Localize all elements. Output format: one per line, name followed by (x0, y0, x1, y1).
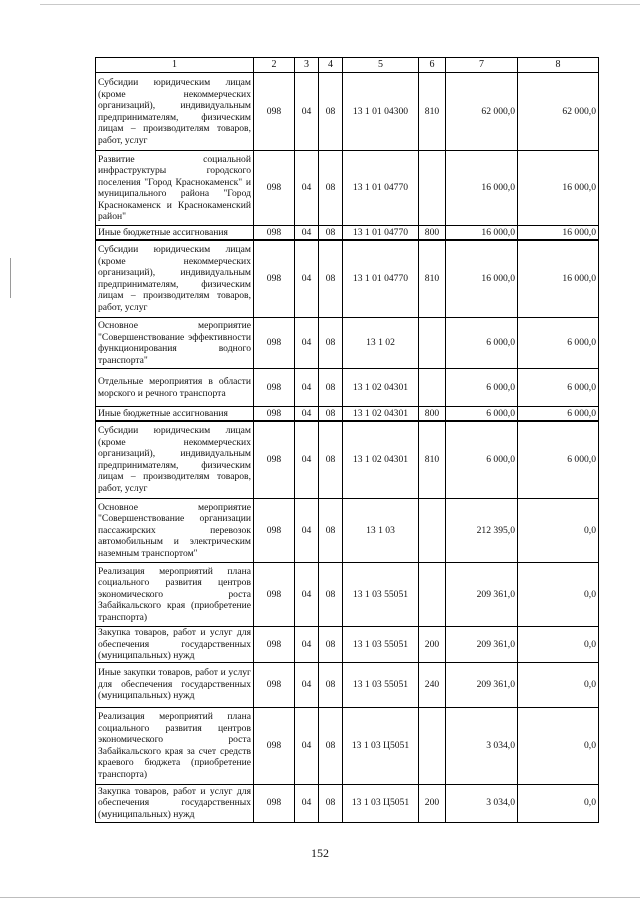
row-code: 098 (254, 240, 295, 318)
row-expense-type: 240 (419, 662, 446, 707)
row-section: 04 (295, 369, 319, 407)
row-code: 098 (254, 784, 295, 822)
row-sum-year-2: 0,0 (518, 627, 599, 663)
row-sum-year-1: 6 000,0 (446, 318, 518, 369)
row-subsection: 08 (319, 407, 343, 421)
row-sum-year-2: 6 000,0 (518, 407, 599, 421)
row-name: Закупка товаров, работ и услуг для обеспечения государственных (муниципальных) нужд (96, 784, 254, 822)
row-expense-type: 810 (419, 240, 446, 318)
row-section: 04 (295, 421, 319, 499)
table-row (96, 421, 599, 499)
page-number: 152 (311, 846, 329, 860)
row-expense-type (419, 499, 446, 563)
row-code: 098 (254, 318, 295, 369)
row-subsection: 08 (319, 499, 343, 563)
row-code: 098 (254, 662, 295, 707)
row-sum-year-2: 0,0 (518, 563, 599, 627)
row-name: Закупка товаров, работ и услуг для обеспечения государственных (муниципальных) нужд (96, 627, 254, 663)
row-sum-year-1: 62 000,0 (446, 73, 518, 151)
row-name: Основное мероприятие "Совершенствование эффективности функционирования водного транспорта" (96, 318, 254, 369)
scan-top-edge (40, 4, 640, 5)
row-target-code: 13 1 02 04301 (343, 407, 419, 421)
col-header-2: 2 (254, 58, 295, 73)
row-target-code: 13 1 03 Ц5051 (343, 784, 419, 822)
row-target-code: 13 1 02 04301 (343, 369, 419, 407)
table-row (96, 784, 599, 822)
row-subsection: 08 (319, 369, 343, 407)
row-sum-year-1: 6 000,0 (446, 421, 518, 499)
table-row (96, 662, 599, 707)
row-code: 098 (254, 73, 295, 151)
row-code: 098 (254, 151, 295, 226)
row-sum-year-2: 6 000,0 (518, 421, 599, 499)
row-subsection: 08 (319, 240, 343, 318)
row-expense-type (419, 707, 446, 784)
row-subsection: 08 (319, 662, 343, 707)
table-row (96, 627, 599, 663)
row-section: 04 (295, 73, 319, 151)
row-sum-year-2: 0,0 (518, 784, 599, 822)
row-expense-type: 810 (419, 73, 446, 151)
row-target-code: 13 1 01 04770 (343, 151, 419, 226)
row-code: 098 (254, 369, 295, 407)
row-name: Иные бюджетные ассигнования (96, 407, 254, 421)
row-name: Реализация мероприятий плана социального развития центров экономического роста Забайкальского края за счет средств краевого бюджета (приобретение транспорта) (96, 707, 254, 784)
table-row (96, 73, 599, 151)
row-section: 04 (295, 240, 319, 318)
row-target-code: 13 1 03 55051 (343, 563, 419, 627)
row-section: 04 (295, 707, 319, 784)
row-code: 098 (254, 563, 295, 627)
row-subsection: 08 (319, 707, 343, 784)
row-target-code: 13 1 03 (343, 499, 419, 563)
row-code: 098 (254, 226, 295, 240)
row-expense-type: 200 (419, 784, 446, 822)
row-sum-year-1: 209 361,0 (446, 627, 518, 663)
row-name: Субсидии юридическим лицам (кроме некоммерческих организаций), индивидуальным предпринимателям, физическим лицам – производителям товаров, работ, услуг (96, 240, 254, 318)
scan-bottom-edge (0, 897, 640, 898)
budget-table (95, 57, 599, 823)
row-name: Отдельные мероприятия в области морского и речного транспорта (96, 369, 254, 407)
row-name: Реализация мероприятий плана социального развития центров экономического роста Забайкальского края (приобретение транспорта) (96, 563, 254, 627)
col-header-6: 6 (419, 58, 446, 73)
row-sum-year-2: 0,0 (518, 662, 599, 707)
row-sum-year-2: 0,0 (518, 707, 599, 784)
row-target-code: 13 1 01 04770 (343, 226, 419, 240)
row-section: 04 (295, 151, 319, 226)
row-section: 04 (295, 627, 319, 663)
row-subsection: 08 (319, 151, 343, 226)
row-section: 04 (295, 662, 319, 707)
row-code: 098 (254, 627, 295, 663)
col-header-3: 3 (295, 58, 319, 73)
scan-margin-mark (10, 258, 11, 298)
row-subsection: 08 (319, 73, 343, 151)
row-sum-year-2: 6 000,0 (518, 369, 599, 407)
row-name: Иные закупки товаров, работ и услуг для обеспечения государственных (муниципальных) нужд (96, 662, 254, 707)
row-sum-year-2: 6 000,0 (518, 318, 599, 369)
row-subsection: 08 (319, 627, 343, 663)
row-name: Субсидии юридическим лицам (кроме некоммерческих организаций), индивидуальным предпринимателям, физическим лицам – производителям товаров, работ, услуг (96, 73, 254, 151)
table-row (96, 563, 599, 627)
row-target-code: 13 1 03 Ц5051 (343, 707, 419, 784)
row-sum-year-1: 3 034,0 (446, 707, 518, 784)
table-row (96, 369, 599, 407)
table-row (96, 318, 599, 369)
row-section: 04 (295, 563, 319, 627)
row-sum-year-1: 6 000,0 (446, 407, 518, 421)
row-sum-year-2: 16 000,0 (518, 151, 599, 226)
col-header-5: 5 (343, 58, 419, 73)
row-section: 04 (295, 784, 319, 822)
row-sum-year-1: 209 361,0 (446, 662, 518, 707)
row-sum-year-1: 16 000,0 (446, 240, 518, 318)
row-sum-year-1: 6 000,0 (446, 369, 518, 407)
row-sum-year-1: 209 361,0 (446, 563, 518, 627)
row-name: Иные бюджетные ассигнования (96, 226, 254, 240)
table-row (96, 707, 599, 784)
table-row (96, 407, 599, 421)
row-target-code: 13 1 02 04301 (343, 421, 419, 499)
table-row (96, 151, 599, 226)
row-target-code: 13 1 01 04300 (343, 73, 419, 151)
row-sum-year-2: 16 000,0 (518, 240, 599, 318)
row-sum-year-2: 16 000,0 (518, 226, 599, 240)
col-header-7: 7 (446, 58, 518, 73)
row-subsection: 08 (319, 784, 343, 822)
row-expense-type (419, 369, 446, 407)
row-expense-type: 800 (419, 226, 446, 240)
table-row (96, 499, 599, 563)
row-code: 098 (254, 707, 295, 784)
row-section: 04 (295, 226, 319, 240)
header-row (96, 58, 599, 73)
row-sum-year-1: 3 034,0 (446, 784, 518, 822)
row-target-code: 13 1 03 55051 (343, 662, 419, 707)
row-code: 098 (254, 421, 295, 499)
row-subsection: 08 (319, 226, 343, 240)
row-expense-type: 810 (419, 421, 446, 499)
row-section: 04 (295, 407, 319, 421)
row-name: Основное мероприятие "Совершенствование организации пассажирских перевозок автомобильным и электрическим наземным транспортом" (96, 499, 254, 563)
row-code: 098 (254, 499, 295, 563)
row-expense-type: 800 (419, 407, 446, 421)
row-name: Субсидии юридическим лицам (кроме некоммерческих организаций), индивидуальным предпринимателям, физическим лицам – производителям товаров, работ, услуг (96, 421, 254, 499)
row-subsection: 08 (319, 421, 343, 499)
row-expense-type (419, 151, 446, 226)
row-expense-type: 200 (419, 627, 446, 663)
col-header-4: 4 (319, 58, 343, 73)
row-sum-year-1: 212 395,0 (446, 499, 518, 563)
row-expense-type (419, 318, 446, 369)
table-row (96, 226, 599, 240)
row-subsection: 08 (319, 318, 343, 369)
row-sum-year-2: 0,0 (518, 499, 599, 563)
row-target-code: 13 1 01 04770 (343, 240, 419, 318)
col-header-1: 1 (96, 58, 254, 73)
row-sum-year-2: 62 000,0 (518, 73, 599, 151)
row-subsection: 08 (319, 563, 343, 627)
row-section: 04 (295, 499, 319, 563)
row-sum-year-1: 16 000,0 (446, 226, 518, 240)
col-header-8: 8 (518, 58, 599, 73)
row-sum-year-1: 16 000,0 (446, 151, 518, 226)
row-section: 04 (295, 318, 319, 369)
row-code: 098 (254, 407, 295, 421)
row-expense-type (419, 563, 446, 627)
row-target-code: 13 1 03 55051 (343, 627, 419, 663)
row-target-code: 13 1 02 (343, 318, 419, 369)
row-name: Развитие социальной инфраструктуры городского поселения "Город Краснокаменск" и муниципального района "Город Краснокаменск и Краснокаменский район" (96, 151, 254, 226)
table-row (96, 240, 599, 318)
